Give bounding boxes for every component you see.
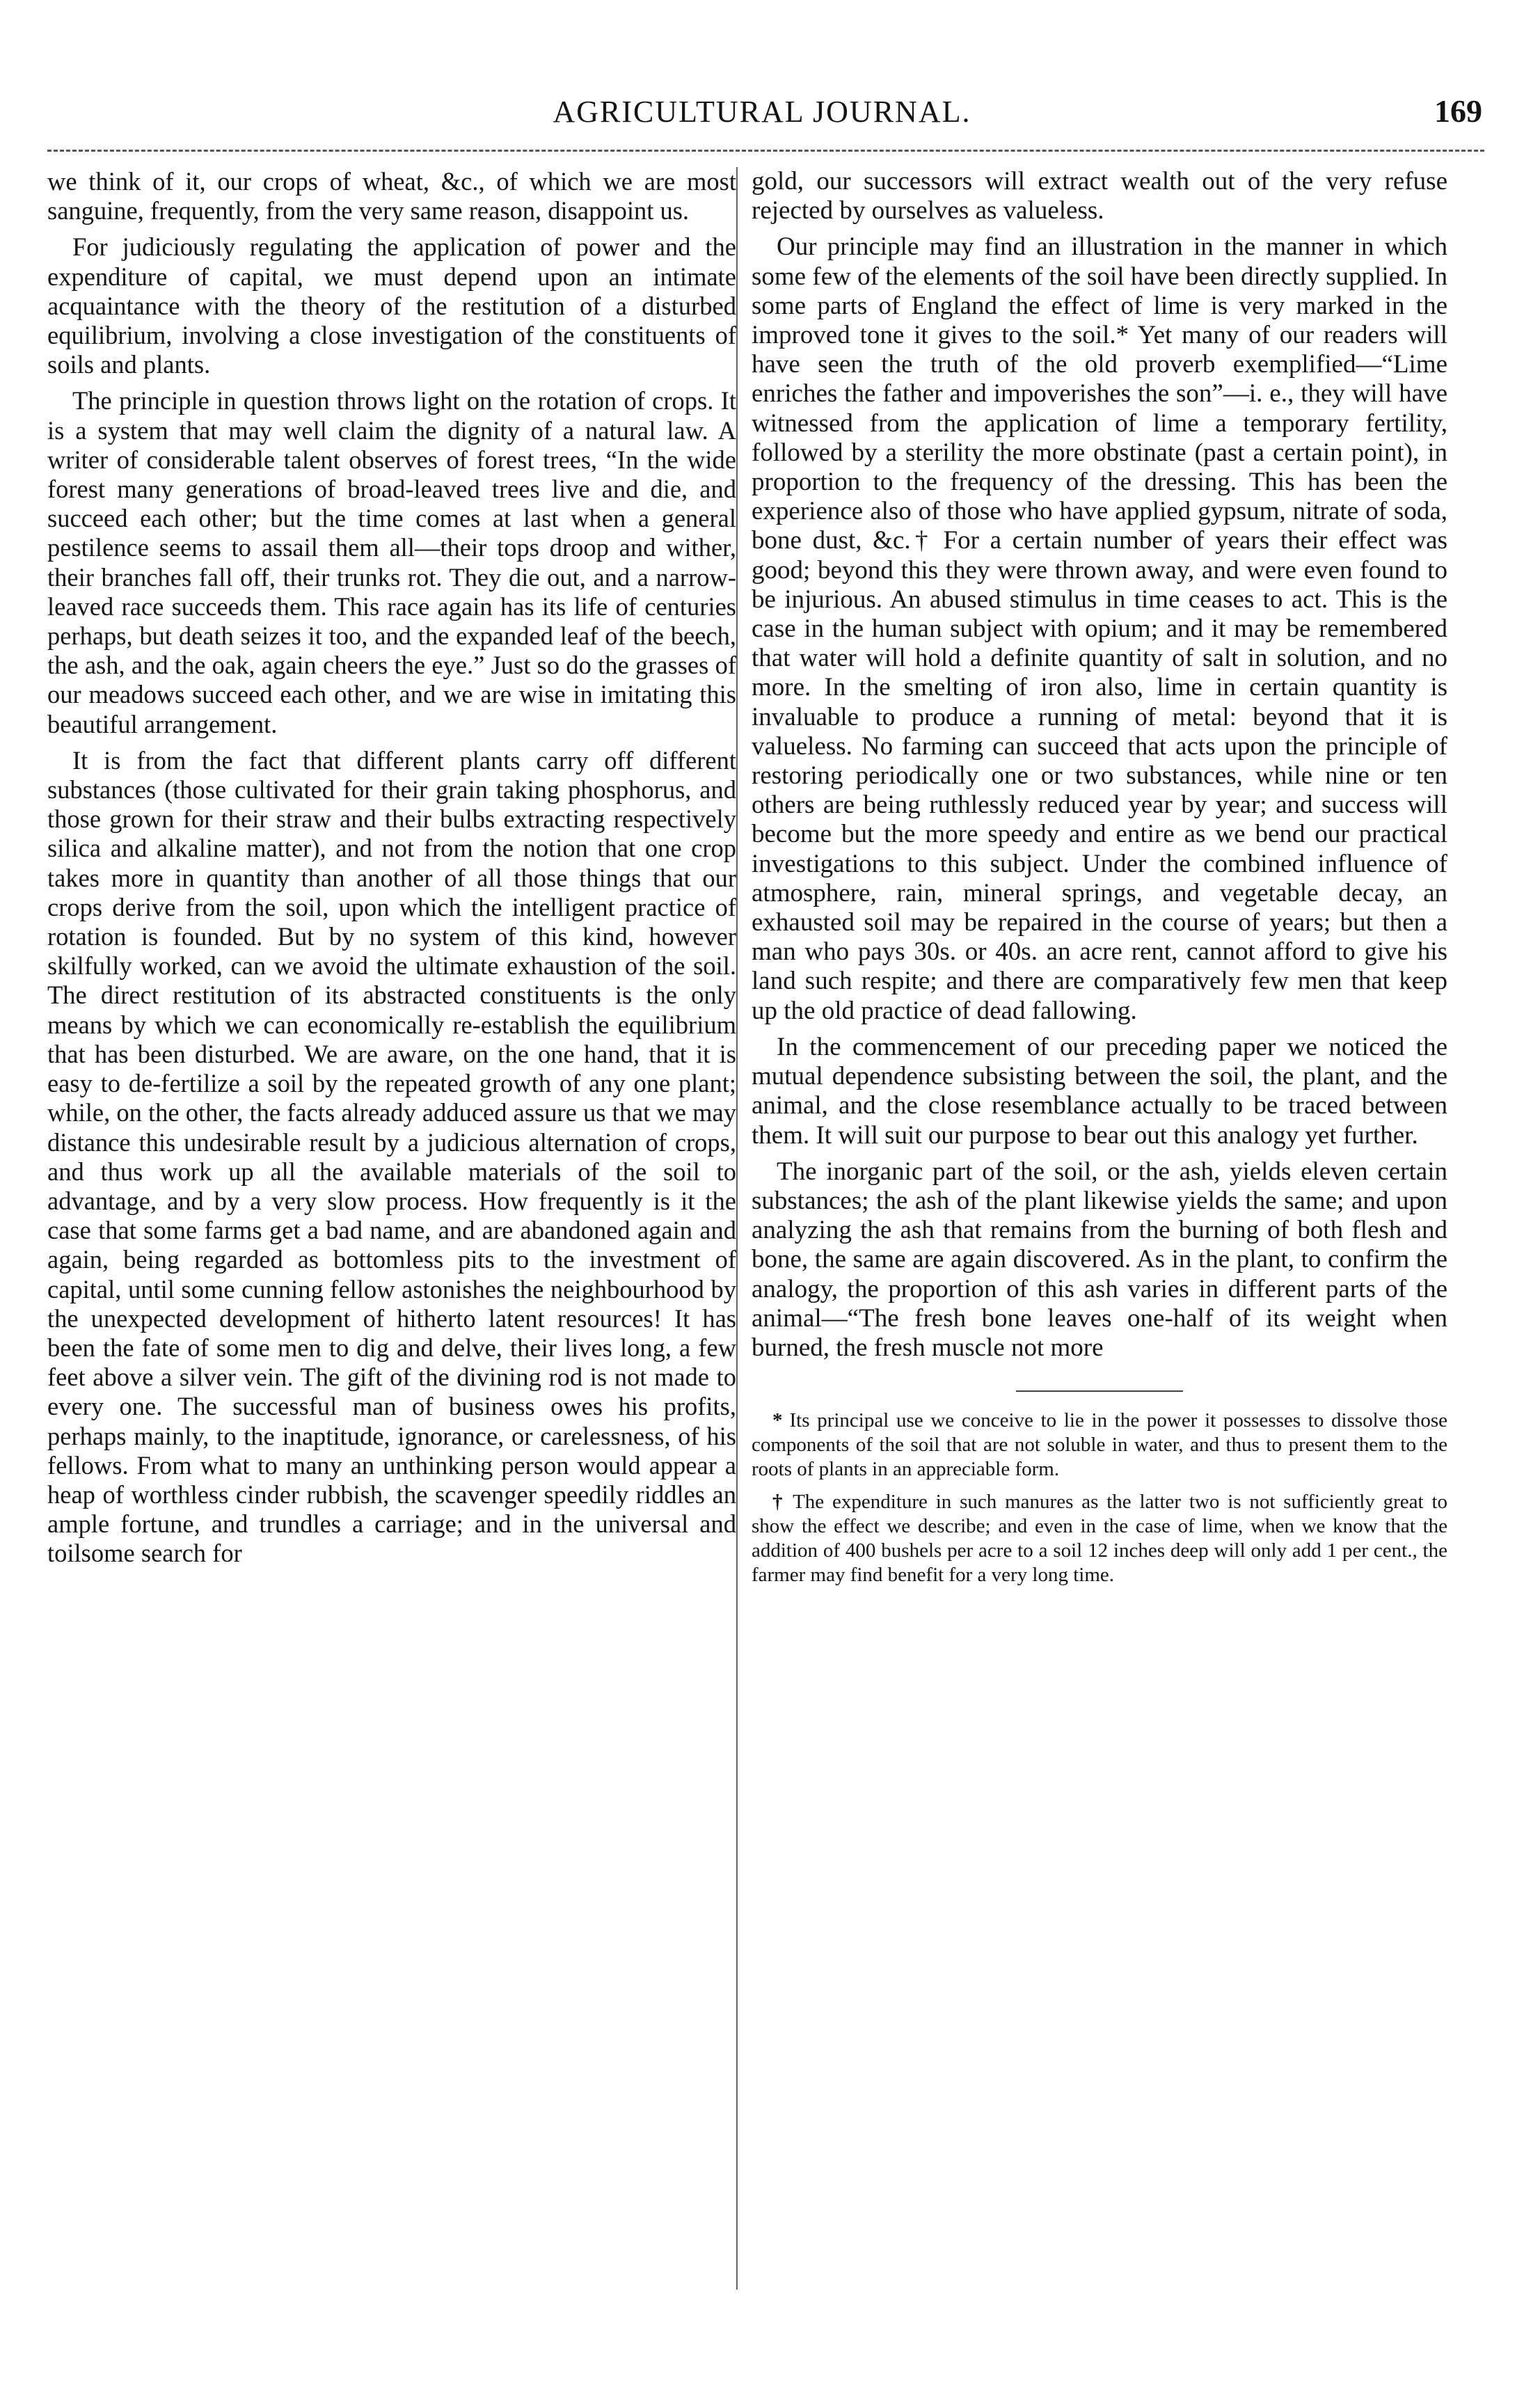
footnote-text: Its principal use we conceive to lie in the power it possesses to dissolve those components of the soil that are not soluble in water, and thus to present them to the roots of plants in an appreciable form. [752,1409,1447,1481]
paragraph: we think of it, our crops of wheat, &c., of which we are most sanguine, frequently, from the very same reason, disappoint us. [47,167,736,225]
footnote [752,1409,1447,1482]
paragraph: For judiciously regulating the application of power and the expenditure of capital, we must depend upon an intimate acquaintance with the theory of the restitution of a disturbed equilibrium, involving a close investigation of the constituents of soils and plants. [47,232,736,379]
running-title: AGRICULTURAL JOURNAL. [553,95,971,129]
header-rule [47,150,1484,152]
left-column [47,167,736,2310]
column-divider [736,167,738,2290]
footnote-symbol: † [772,1491,786,1514]
footnote-symbol: * [772,1409,783,1432]
paragraph: The principle in question throws light on the rotation of crops. It is a system that may well claim the dignity of a natural law. A writer of considerable talent observes of forest trees, “In the wide forest many generations of broad-leaved trees live and die, and succeed each other; but the time comes at last when a general pestilence seems to assail them all—their tops droop and wither, their branches fall off, their trunks rot. They die out, and a narrow-leaved race succeeds them. This race again has its life of centuries perhaps, but death seizes it too, and the expanded leaf of the beech, the ash, and the oak, again cheers the eye.” Just so do the grasses of our meadows succeed each other, and we are wise in imitating this beautiful arrangement. [47,386,736,738]
paragraph: It is from the fact that different plants carry off different substances (those cultivated for their grain taking phosphorus, and those grown for their straw and their bulbs extracting respectively silica and alkaline matter), and not from the notion that one crop takes more in quantity than another of all those things that our crops derive from the soil, upon which the intelligent practice of rotation is founded. But by no system of this kind, however skilfully worked, can we avoid the ultimate exhaustion of the soil. The direct restitution of its abstracted constituents is the only means by which we can economically re-establish the equilibrium that has been disturbed. We are aware, on the one hand, that it is easy to de-fertilize a soil by the repeated growth of any one plant; while, on the other, the facts already adduced assure us that we may distance this undesirable result by a judicious alternation of crops, and thus work up all the available materials of the soil to advantage, and by a very slow process. How frequently is it the case that some farms get a bad name, and are abandoned again and again, being regarded as bottomless pits to the investment of capital, until some cunning fellow astonishes the neighbourhood by the unexpected development of hitherto latent resources! It has been the fate of some men to dig and delve, their lives long, a few feet above a silver vein. The gift of the divining rod is not made to every one. The successful man of business owes his profits, perhaps mainly, to the inaptitude, ignorance, or carelessness, of his fellows. From what to many an unthinking person would appear a heap of worthless cinder rubbish, the scavenger speedily riddles an ample fortune, and trundles a carriage; and in the universal and toilsome search for [47,745,736,1568]
footnote-rule [1016,1390,1183,1392]
paragraph: In the commencement of our preceding paper we noticed the mutual dependence subsisting between the soil, the plant, and the animal, and the close resemblance actually to be traced between them. It will suit our purpose to bear out this analogy yet further. [752,1032,1447,1150]
paragraph: Our principle may find an illustration in the manner in which some few of the elements of the soil have been directly supplied. In some parts of England the effect of lime is very marked in the improved tone it gives to the soil.* Yet many of our readers will have seen the truth of the old proverb exemplified—“Lime enriches the father and impoverishes the son”—i. e., they will have witnessed from the application of lime a temporary fertility, followed by a sterility the more obstinate (past a certain point), in proportion to the frequency of the dressing. This has been the experience also of those who have applied gypsum, nitrate of soda, bone dust, &c.† For a certain number of years their effect was good; beyond this they were thrown away, and were even found to be injurious. An abused stimulus in time ceases to act. This is the case in the human subject with opium; and it may be remembered that water will hold a definite quantity of salt in solution, and no more. In the smelting of iron also, lime in certain quantity is invaluable to produce a running of metal: beyond that it is valueless. No farming can succeed that acts upon the principle of restoring periodically one or two substances, while nine or ten others are being ruthlessly reduced year by year; and success will become but the more speedy and entire as we bend our practical investigations to this subject. Under the combined influence of atmosphere, rain, mineral springs, and vegetable decay, an exhausted soil may be repaired in the course of years; but then a man who pays 30s. or 40s. an acre rent, cannot afford to give his land such respite; and there are comparatively few men that keep up the old practice of dead fallowing. [752,232,1447,1025]
footnote [752,1490,1447,1587]
right-column [752,167,1447,2310]
paragraph: The inorganic part of the soil, or the ash, yields eleven certain substances; the ash of the plant likewise yields the same; and upon analyzing the ash that remains from the burning of both flesh and bone, the same are again discovered. As in the plant, to confirm the analogy, the proportion of this ash varies in different parts of the animal—“The fresh bone leaves one-half of its weight when burned, the fresh muscle not more [752,1157,1447,1362]
paragraph: gold, our successors will extract wealth out of the very refuse rejected by ourselves as valueless. [752,167,1447,225]
running-head [42,87,1482,143]
footnote-text: The expenditure in such manures as the latter two is not sufficiently great to show the effect we describe; and even in the case of lime, when we know that the addition of 400 bushels per acre to a soil 12 inches deep will only add 1 per cent., the farmer may find benefit for a very long time. [752,1491,1447,1587]
page-number: 169 [1434,93,1482,129]
